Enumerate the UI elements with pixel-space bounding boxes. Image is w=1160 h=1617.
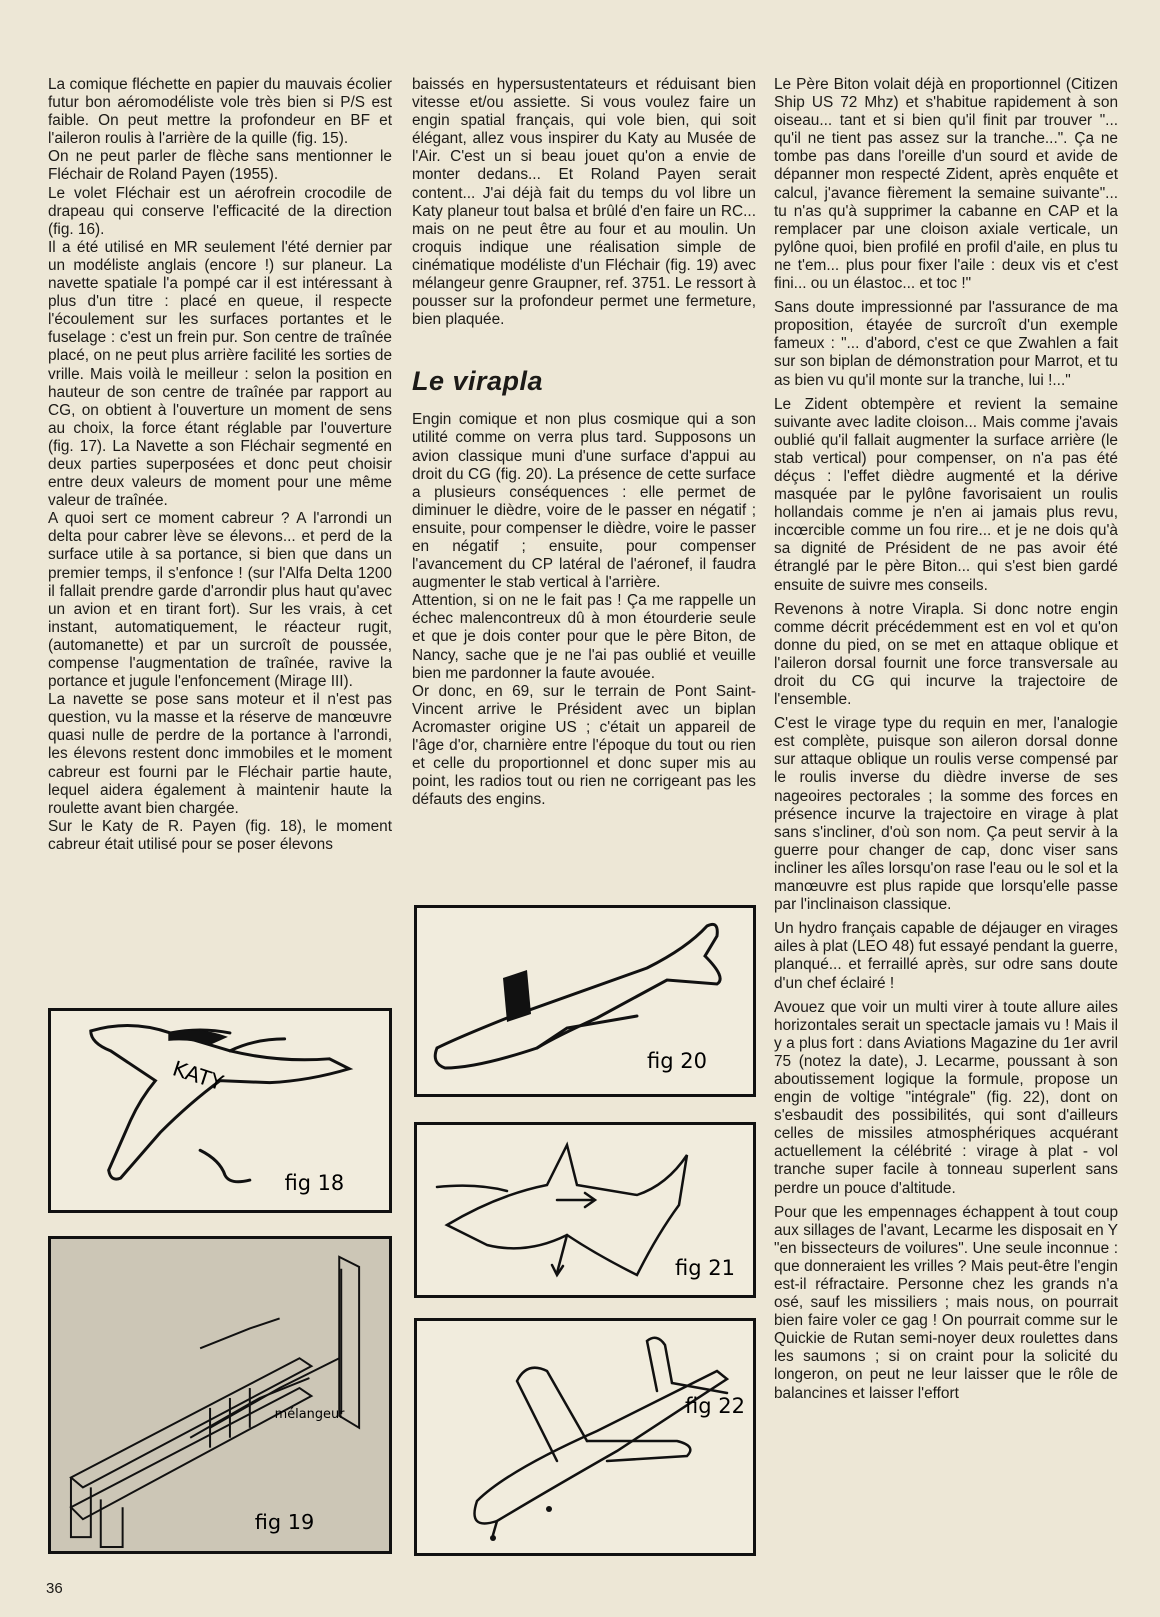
figure-21-shark-sketch — [414, 1122, 756, 1298]
page-number: 36 — [46, 1580, 63, 1597]
paragraph: Sans doute impressionné par l'assurance de ma proposition, étayée de surcroît d'un exemple fameux : "... d'abord, c'est ce que Zwahlen a fait sur son biplan de démonstration pour Marrot, et tu as bien vu qu'il monte sur la tranche, lui !..." — [774, 299, 1118, 389]
text-column-1 — [48, 76, 392, 854]
paragraph: Le volet Fléchair est un aérofrein crocodile de drapeau qui conserve l'efficacité de la direction (fig. 16). — [48, 184, 392, 238]
paragraph: C'est le virage type du requin en mer, l'analogie est complète, puisque son aileron dorsal donne sur attaque oblique un roulis verse compensé par le roulis inverse du dièdre inverse de ses nageoires pectorales ; la somme des forces en présence incurve la trajectoire en virage à plat sans s'incliner, d'où son nom. Ça peut servir à la guerre pour changer de cap, donc viser sans incliner les aîles lorsqu'on rase l'eau ou le sol et la manœuvre est plus rapide que lorsqu'elle passe par l'inclinaison classique. — [774, 715, 1118, 914]
figure-caption: fig 18 — [284, 1171, 345, 1196]
figure-caption: fig 21 — [675, 1256, 735, 1280]
paragraph: Un hydro français capable de déjauger en virages ailes à plat (LEO 48) fut essayé pendant la guerre, planqué... et ferraillé après, sur odre sans doute d'un chef éclairé ! — [774, 920, 1118, 992]
paragraph: Le Zident obtempère et revient la semaine suivante avec ladite cloison... Mais comme j'avais oublié qu'il fallait augmenter la surface arrière (le stab vertical) pour compenser, on n'a pas été déçus : l'effet dièdre augmenté et la dérive masquée par le pylône favorisaient un roulis hollandais comme je n'en ai jamais plus revu, incœrcible comme un fou rire... et je ne dois qu'à sa dignité de Président de ne pas avoir été étranglé par le père Biton... qui s'est bien gardé ensuite de suivre mes conseils. — [774, 395, 1118, 594]
paragraph: Or donc, en 69, sur le terrain de Pont Saint-Vincent arrive le Président avec un biplan Acromaster origine US ; c'était un appareil de l'âge d'or, charnière entre l'époque du tout ou rien et celle du proportionnel et donc super mis au point, les radios tout ou rien ne corrigeant pas les défauts des engins. — [412, 682, 756, 809]
paragraph: Il a été utilisé en MR seulement l'été dernier par un modéliste anglais (encore !) sur planeur. La navette spatiale l'a pompé car il est intéressant à plus d'un titre : placé en queue, il respecte l'écoulement sur les surfaces portantes et le fuselage : c'est un frein pur. Son centre de traînée placé, on ne peut plus arrière facilité les sorties de vrille. Mais voilà le meilleur : selon la position en hauteur de son centre de traînée par rapport au CG, on obtient à l'ouverture un moment de sens au choix, la force étant réglable par l'ouverture (fig. 17). La Navette a son Fléchair segmenté en deux parties superposées et donc peut choisir entre deux valeurs de moment pour une même valeur de traînée. — [48, 238, 392, 510]
figure-19-flechair-mechanism — [48, 1236, 392, 1554]
paragraph: On ne peut parler de flèche sans mentionner le Fléchair de Roland Payen (1955). — [48, 148, 392, 184]
melangeur-label: mélangeur — [274, 1406, 345, 1422]
paragraph: Attention, si on ne le fait pas ! Ça me rappelle un échec malencontreux dû à mon étourderie seule et que je dois conter pour que le père Biton, de Nancy, sache que je ne l'ai pas oublié et veuille bien me pardonner la faute avouée. — [412, 592, 756, 682]
paragraph: A quoi sert ce moment cabreur ? A l'arrondi un delta pour cabrer lève se élevons... et perd de la surface utile à sa portance, si bien que dans un premier temps, il s'enfonce ! (sur l'Alfa Delta 1200 il fallait prendre garde d'arrondir plus haut qu'avec un avion et en tirant fort). Sur les vrais, à cet instant, automatiquement, le réacteur rugit, (automanette) et par un surcroît de poussée, compense l'augmentation de traînée, ravive la portance et jugule l'enfoncement (Mirage III). — [48, 510, 392, 691]
paragraph: La comique fléchette en papier du mauvais écolier futur bon aéromodéliste vole très bien si P/S est faible. On peut mettre la profondeur en BF et l'aileron roulis à l'arrière de la quille (fig. 15). — [48, 76, 392, 148]
text-column-3 — [774, 76, 1118, 1403]
figure-caption: fig 20 — [647, 1049, 707, 1073]
katy-drawing — [51, 1011, 389, 1210]
figure-caption: fig 22 — [685, 1394, 745, 1418]
figure-22-integral-aircraft — [414, 1318, 756, 1556]
paragraph: La navette se pose sans moteur et il n'est pas question, vu la masse et la réserve de manœuvre quasi nulle de perdre de la portance à l'arrondi, les élevons restent donc immobiles et le moment cabreur est fourni par le Fléchair partie haute, lequel aidera également à maintenir haute la roulette avant bien chargée. — [48, 691, 392, 817]
figure-18-katy-sketch — [48, 1008, 392, 1213]
figure-20-virapla-sketch — [414, 905, 756, 1097]
paragraph: Pour que les empennages échappent à tout coup aux sillages de l'avant, Lecarme les disposait en Y "en bissecteurs de voilures". Une seule inconnue : que donneraient les vrilles ? Mais peut-être l'engin est-il réfractaire. Personne chez les grands n'a osé, sauf les missiliers ; mais nous, on pourrait bien faire voler ce gag ! On pourrait comme sur le Quickie de Rutan semi-noyer deux roulettes dans les saumons ; si on craint pour la solicité du longeron, on peut ne leur laisser que le rôle de balancines et laisser l'effort — [774, 1203, 1118, 1402]
katy-label: KATY — [169, 1056, 227, 1096]
paragraph: Engin comique et non plus cosmique qui a son utilité comme on verra plus tard. Supposons un avion classique muni d'une surface d'appui au droit du CG (fig. 20). La présence de cette surface a plusieurs conséquences : elle permet de diminuer le dièdre, voire de le passer en négatif ; ensuite, pour compenser le dièdre, voire le passer en négatif ; ensuite, pour compenser l'avancement du CP latéral de l'aéronef, il faudra augmenter le stab vertical à l'arrière. — [412, 411, 756, 592]
figure-caption: fig 19 — [254, 1510, 315, 1535]
paragraph: Avouez que voir un multi virer à toute allure ailes horizontales serait un spectacle jamais vu ! Mais il y a plus fort : dans Aviations Magazine du 1er avril 75 (notez la date), J. Lecarme, poussant à son aboutissement logique la formule, propose un engin de voltige "intégrale" (fig. 22), dont on s'esbaudit des possibilités, qui sont d'ailleurs celles de missiles atmosphériques acquérant actuellement la célébrité : virage à plat - vol tranche super facile à tonneau superlent sans perdre un pouce d'altitude. — [774, 998, 1118, 1197]
paragraph: Le Père Biton volait déjà en proportionnel (Citizen Ship US 72 Mhz) et s'habitue rapidement à son oiseau... tant et si bien qu'il finit par trouver "... qu'il ne tient pas assez sur la tranche...". Ça ne tombe pas dans l'oreille d'un sourd et avide de dépanner mon respecté Zident, après enquête et calcul, j'avance fièrement la semaine suivante"... tu n'as qu'à supprimer la cabanne en CAP et la remplacer par une cloison axiale verticale, un pylône quoi, bien profilé en profil d'aile, en plus tu ne t'em... plus pour fixer l'aile : deux vis et c'est fini... ou un élastoc... et toc !" — [774, 76, 1118, 293]
paragraph: Sur le Katy de R. Payen (fig. 18), le moment cabreur était utilisé pour se poser élevons — [48, 817, 392, 853]
section-heading: Le virapla — [412, 366, 544, 397]
virapla-drawing — [417, 908, 753, 1094]
text-column-2 — [412, 76, 756, 809]
paragraph: baissés en hypersustentateurs et réduisant bien vitesse et/ou assiette. Si vous voulez faire un engin spatial français, qui vole bien, qui soit élégant, allez vous inspirer du Katy au Musée de l'Air. C'est un si beau jouet qu'on a envie de monter dedans... Et Roland Payen serait content... J'ai déjà fait du temps du vol libre un Katy planeur tout balsa et brûlé d'en faire un RC... mais on ne peut être au four et au moulin. Un croquis indique une réalisation simple de cinématique modéliste d'un Fléchair (fig. 19) avec mélangeur genre Graupner, ref. 3751. Le ressort à pousser sur la profondeur permet une fermeture, bien plaquée. — [412, 76, 756, 329]
paragraph: Revenons à notre Virapla. Si donc notre engin comme décrit précédemment est en vol et qu'on donne du pied, on se met en attaque oblique et l'aileron dorsal fournit une force transversale au droit du CG qui incurve la trajectoire de l'ensemble. — [774, 600, 1118, 709]
shark-drawing — [417, 1125, 753, 1295]
mechanism-drawing — [51, 1239, 389, 1551]
integral-aircraft-drawing — [417, 1321, 753, 1553]
